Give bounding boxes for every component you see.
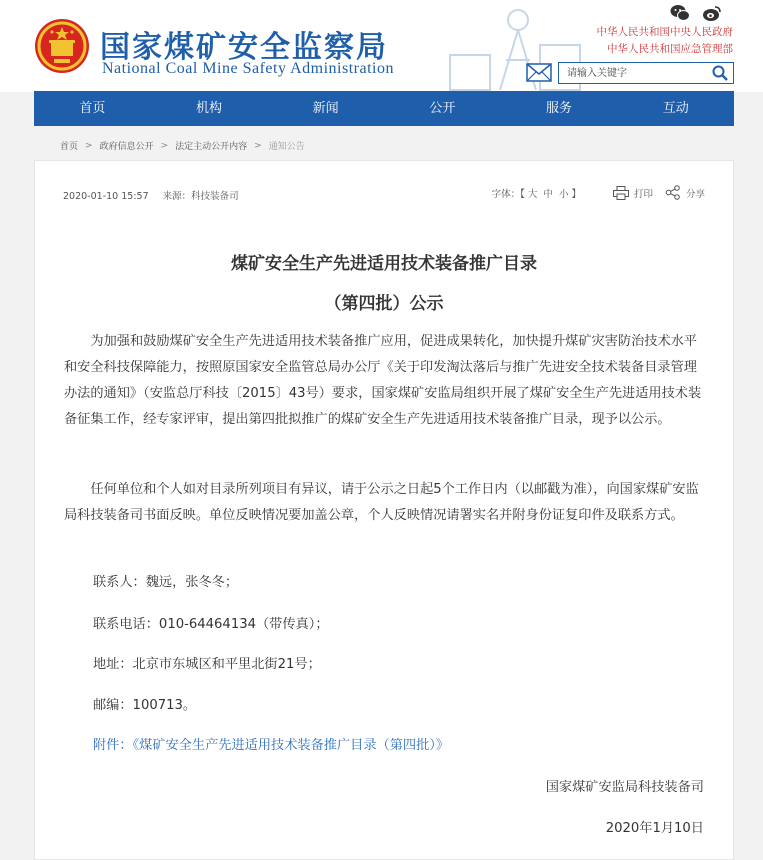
chevron-right-icon: > (160, 140, 169, 151)
contact-person: 联系人：魏远，张冬冬； (93, 575, 239, 590)
font-size-label: 字体：【 (491, 188, 525, 200)
site-title-cn[interactable]: 国家煤矿安全监察局 (100, 30, 388, 65)
chevron-right-icon: > (254, 140, 262, 151)
search-input[interactable] (559, 63, 707, 83)
font-size-small[interactable]: 小 (558, 188, 569, 200)
breadcrumb-notices[interactable]: 通知公告 (268, 142, 305, 152)
nav-item-service[interactable]: 服务 (546, 101, 573, 116)
link-central-government[interactable]: 中华人民共和国中央人民政府 (596, 26, 733, 38)
breadcrumb-home[interactable]: 首页 (60, 142, 79, 152)
print-button[interactable] (613, 186, 653, 200)
share-button[interactable] (665, 185, 705, 200)
postcode: 邮编：100713。 (93, 698, 197, 713)
mail-icon[interactable] (526, 63, 552, 82)
search-button[interactable] (707, 63, 733, 83)
social-links (670, 4, 722, 22)
font-size-selector (492, 186, 581, 200)
nav-item-home[interactable]: 首页 (79, 101, 106, 116)
print-label: 打印 (633, 188, 653, 200)
attachment-link[interactable]: 附件：《煤矿安全生产先进适用技术装备推广目录（第四批）》 (93, 738, 450, 753)
weibo-icon[interactable] (702, 4, 722, 22)
nav-item-interact[interactable]: 互动 (662, 101, 689, 116)
search-icon (712, 65, 728, 81)
contact-phone: 联系电话：010-64464134（带传真）； (93, 617, 329, 632)
signature-department: 国家煤矿安监局科技装备司 (545, 780, 704, 795)
site-title-en[interactable]: National Coal Mine Safety Administration (102, 60, 394, 77)
main-nav (34, 91, 734, 126)
article-source: 来源：科技装备司 (162, 191, 239, 202)
national-emblem-icon[interactable] (34, 18, 90, 74)
breadcrumb-statutory[interactable]: 法定主动公开内容 (175, 142, 248, 152)
font-size-close: 】 (571, 188, 581, 200)
article-meta (63, 188, 239, 202)
article-paragraph-1: 为加强和鼓励煤矿安全生产先进适用技术装备推广应用，促进成果转化，加快提升煤矿灾害防治技术水平和安全科技保障能力，按照原国家安全监管总局办公厅《关于印发淘汰落后与推广先进安全技术装备目录管理办法的通知》（安监总厅科技〔2015〕43号）要求，国家煤矿安监局组织开展了煤矿安全生产先进适用技术装备征集工作，经专家评审，提出第四批拟推广的煤矿安全生产先进适用技术装备推广目录，现予以公示。 (64, 334, 702, 427)
breadcrumb-gov-info[interactable]: 政府信息公开 (99, 142, 154, 152)
breadcrumb (60, 139, 305, 152)
nav-item-public[interactable]: 公开 (429, 101, 456, 116)
site-header (0, 0, 763, 92)
publish-date: 2020-01-10 15:57 (63, 191, 149, 202)
contact-address: 地址：北京市东城区和平里北街21号； (93, 657, 321, 672)
font-size-large[interactable]: 大 (527, 188, 538, 200)
wechat-icon[interactable] (670, 4, 690, 22)
article-title: 煤矿安全生产先进适用技术装备推广目录 (231, 254, 537, 274)
printer-icon (613, 186, 629, 200)
nav-item-news[interactable]: 新闻 (312, 101, 339, 116)
font-size-medium[interactable]: 中 (543, 188, 553, 200)
article-paragraph-2: 任何单位和个人如对目录所列项目有异议，请于公示之日起5个工作日内（以邮戳为准），向国家煤矿安监局科技装备司书面反映。单位反映情况要加盖公章，个人反映情况请署实名并附身份证复印件及联系方式。 (64, 482, 699, 523)
share-label: 分享 (685, 188, 705, 200)
article-tools (492, 185, 705, 200)
search-box (558, 62, 734, 84)
article-subtitle: （第四批）公示 (324, 294, 444, 314)
signature-date: 2020年1月10日 (605, 821, 704, 836)
nav-item-organization[interactable]: 机构 (196, 101, 223, 116)
chevron-right-icon: > (85, 140, 93, 151)
link-emergency-ministry[interactable]: 中华人民共和国应急管理部 (607, 43, 733, 55)
article-card (34, 160, 734, 860)
share-icon (665, 185, 681, 200)
